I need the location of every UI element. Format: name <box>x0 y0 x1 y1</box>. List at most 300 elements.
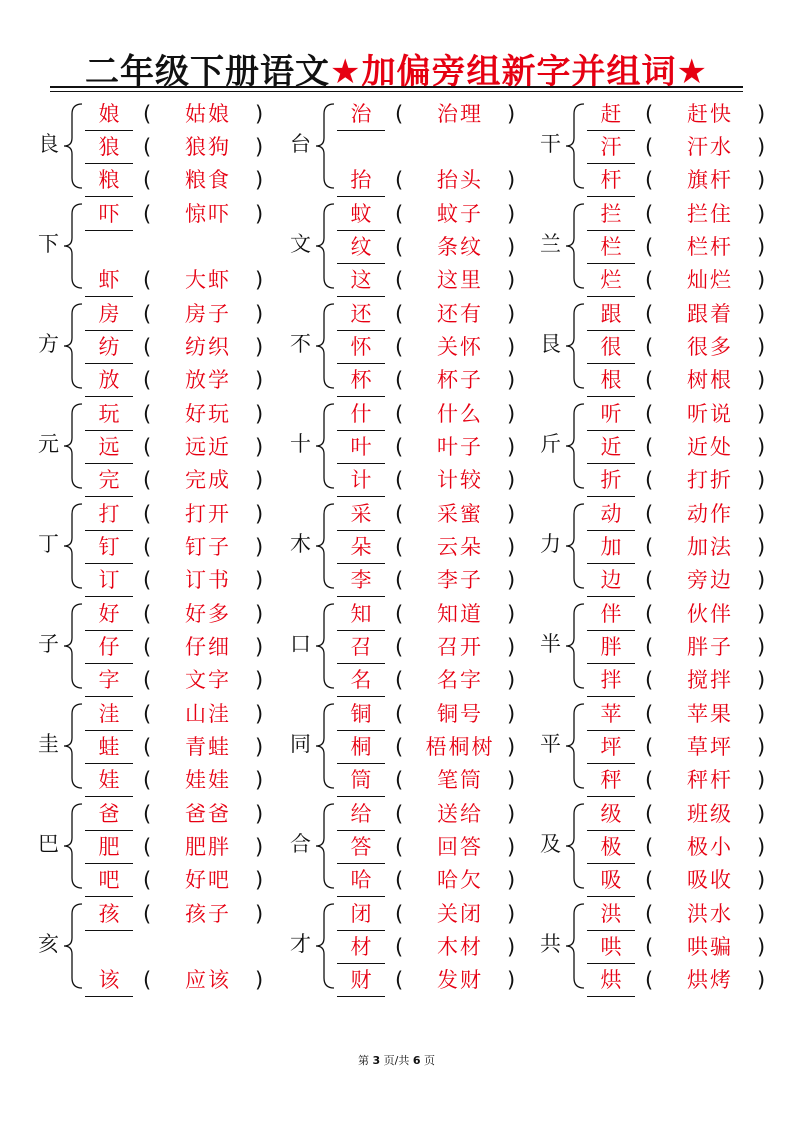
brace-icon <box>312 798 338 894</box>
word: 青蛙 <box>185 735 231 759</box>
radical-char: 合 <box>290 832 311 856</box>
left-paren: ( <box>143 368 152 392</box>
right-paren: ) <box>757 502 766 526</box>
right-paren: ) <box>507 435 516 459</box>
new-char: 放 <box>98 368 120 392</box>
new-char: 加 <box>600 535 622 559</box>
new-char: 知 <box>350 602 372 626</box>
left-paren: ( <box>645 168 654 192</box>
right-paren: ) <box>757 702 766 726</box>
new-char: 孩 <box>98 902 120 926</box>
right-paren: ) <box>255 768 264 792</box>
radical-char: 文 <box>290 232 311 256</box>
answer-row <box>587 831 792 864</box>
left-paren: ( <box>143 868 152 892</box>
answer-row <box>587 631 792 664</box>
word: 召开 <box>437 635 483 659</box>
right-paren: ) <box>507 535 516 559</box>
new-char: 秤 <box>600 768 622 792</box>
word: 好多 <box>185 602 231 626</box>
answer-row <box>337 364 542 397</box>
left-paren: ( <box>395 702 404 726</box>
radical-group <box>290 496 540 596</box>
left-paren: ( <box>395 402 404 426</box>
left-paren: ( <box>143 335 152 359</box>
right-paren: ) <box>507 402 516 426</box>
word: 钉子 <box>185 535 231 559</box>
radical-group <box>38 896 288 996</box>
right-paren: ) <box>757 668 766 692</box>
right-paren: ) <box>507 235 516 259</box>
word: 烘烤 <box>687 968 733 992</box>
answer-row <box>85 764 290 797</box>
new-char: 胖 <box>600 635 622 659</box>
right-paren: ) <box>507 635 516 659</box>
radical-char: 十 <box>290 432 311 456</box>
word: 哈欠 <box>437 868 483 892</box>
word: 李子 <box>437 568 483 592</box>
answer-row <box>85 498 290 531</box>
left-paren: ( <box>645 902 654 926</box>
new-char: 吧 <box>98 868 120 892</box>
right-paren: ) <box>507 335 516 359</box>
left-paren: ( <box>143 102 152 126</box>
radical-char: 兰 <box>540 232 561 256</box>
radical-group <box>540 896 790 996</box>
left-paren: ( <box>143 702 152 726</box>
answer-row <box>587 98 792 131</box>
right-paren: ) <box>255 868 264 892</box>
new-char: 桐 <box>350 735 372 759</box>
radical-group <box>290 596 540 696</box>
left-paren: ( <box>395 768 404 792</box>
brace-icon <box>562 598 588 694</box>
left-paren: ( <box>395 535 404 559</box>
answer-row <box>587 731 792 764</box>
radical-char: 子 <box>38 632 59 656</box>
new-char: 打 <box>98 502 120 526</box>
word: 笔筒 <box>437 768 483 792</box>
word: 好吧 <box>185 868 231 892</box>
left-paren: ( <box>395 368 404 392</box>
new-char: 动 <box>600 502 622 526</box>
left-paren: ( <box>395 202 404 226</box>
radical-group <box>540 496 790 596</box>
left-paren: ( <box>645 202 654 226</box>
answer-row <box>85 798 290 831</box>
answer-row <box>85 364 290 397</box>
answer-row <box>337 931 542 964</box>
new-char: 拦 <box>600 202 622 226</box>
left-paren: ( <box>395 168 404 192</box>
new-char: 房 <box>98 302 120 326</box>
right-paren: ) <box>757 468 766 492</box>
right-paren: ) <box>507 668 516 692</box>
answer-row <box>85 864 290 897</box>
word: 关怀 <box>437 335 483 359</box>
new-char: 什 <box>350 402 372 426</box>
left-paren: ( <box>143 202 152 226</box>
right-paren: ) <box>757 635 766 659</box>
brace-icon <box>60 198 86 294</box>
footer-mid: 页/共 <box>383 1054 410 1067</box>
right-paren: ) <box>507 368 516 392</box>
brace-icon <box>562 98 588 194</box>
word: 哄骗 <box>687 935 733 959</box>
left-paren: ( <box>395 868 404 892</box>
word: 大虾 <box>185 268 231 292</box>
word: 栏杆 <box>687 235 733 259</box>
left-paren: ( <box>143 602 152 626</box>
right-paren: ) <box>757 935 766 959</box>
radical-char: 才 <box>290 932 311 956</box>
answer-row <box>587 664 792 697</box>
right-paren: ) <box>255 835 264 859</box>
right-paren: ) <box>507 835 516 859</box>
word: 发财 <box>437 968 483 992</box>
left-paren: ( <box>395 102 404 126</box>
right-paren: ) <box>255 502 264 526</box>
radical-group <box>290 196 540 296</box>
word: 胖子 <box>687 635 733 659</box>
right-paren: ) <box>757 335 766 359</box>
word: 动作 <box>687 502 733 526</box>
left-paren: ( <box>645 235 654 259</box>
left-paren: ( <box>645 935 654 959</box>
word: 娃娃 <box>185 768 231 792</box>
new-char: 听 <box>600 402 622 426</box>
new-char: 烘 <box>600 968 622 992</box>
answer-row <box>337 698 542 731</box>
answer-row <box>587 398 792 431</box>
answer-row <box>85 731 290 764</box>
radical-char: 及 <box>540 832 561 856</box>
brace-icon <box>562 198 588 294</box>
word: 仔细 <box>185 635 231 659</box>
answer-row <box>85 898 290 931</box>
right-paren: ) <box>255 635 264 659</box>
word: 梧桐树 <box>425 735 495 759</box>
new-char: 钉 <box>98 535 120 559</box>
new-char: 折 <box>600 468 622 492</box>
word: 拦住 <box>687 202 733 226</box>
radical-char: 亥 <box>38 932 59 956</box>
radical-group <box>540 96 790 196</box>
right-paren: ) <box>507 268 516 292</box>
word: 旁边 <box>687 568 733 592</box>
radical-char: 口 <box>290 632 311 656</box>
answer-row <box>337 831 542 864</box>
answer-row <box>587 698 792 731</box>
answer-row <box>85 264 290 297</box>
right-paren: ) <box>507 602 516 626</box>
right-paren: ) <box>757 768 766 792</box>
radical-char: 斤 <box>540 432 561 456</box>
left-paren: ( <box>395 968 404 992</box>
answer-row <box>587 164 792 197</box>
left-paren: ( <box>645 768 654 792</box>
word: 采蜜 <box>437 502 483 526</box>
word: 狼狗 <box>185 135 231 159</box>
left-paren: ( <box>645 602 654 626</box>
radical-char: 平 <box>540 732 561 756</box>
right-paren: ) <box>757 268 766 292</box>
brace-icon <box>312 198 338 294</box>
answer-underline <box>85 930 133 931</box>
left-paren: ( <box>143 402 152 426</box>
new-char: 给 <box>350 802 372 826</box>
right-paren: ) <box>255 202 264 226</box>
new-char: 近 <box>600 435 622 459</box>
left-paren: ( <box>395 335 404 359</box>
answer-row <box>337 731 542 764</box>
answer-row <box>85 964 290 997</box>
left-paren: ( <box>645 635 654 659</box>
new-char: 纹 <box>350 235 372 259</box>
answer-row <box>337 298 542 331</box>
radical-group <box>38 396 288 496</box>
word: 关闭 <box>437 902 483 926</box>
radical-group <box>290 696 540 796</box>
right-paren: ) <box>507 802 516 826</box>
right-paren: ) <box>757 302 766 326</box>
radical-group <box>540 696 790 796</box>
answer-underline <box>337 130 385 131</box>
brace-icon <box>312 398 338 494</box>
new-char: 洪 <box>600 902 622 926</box>
right-paren: ) <box>757 102 766 126</box>
answer-row <box>337 764 542 797</box>
right-paren: ) <box>255 535 264 559</box>
brace-icon <box>312 498 338 594</box>
word: 山洼 <box>185 702 231 726</box>
right-paren: ) <box>507 902 516 926</box>
right-paren: ) <box>757 435 766 459</box>
left-paren: ( <box>645 802 654 826</box>
radical-group <box>38 496 288 596</box>
right-paren: ) <box>255 602 264 626</box>
brace-icon <box>60 898 86 994</box>
radical-group <box>540 196 790 296</box>
footer-prefix: 第 <box>357 1054 369 1067</box>
star-icon: ★ <box>330 52 362 92</box>
right-paren: ) <box>757 835 766 859</box>
left-paren: ( <box>395 902 404 926</box>
left-paren: ( <box>143 168 152 192</box>
brace-icon <box>60 698 86 794</box>
answer-row <box>587 964 792 997</box>
left-paren: ( <box>395 435 404 459</box>
title-main: 二年级下册语文 <box>85 52 331 92</box>
answer-row <box>587 331 792 364</box>
title-rule-thin <box>50 91 743 92</box>
answer-underline <box>587 996 635 997</box>
word: 赶快 <box>687 102 733 126</box>
brace-icon <box>562 798 588 894</box>
word: 蚊子 <box>437 202 483 226</box>
answer-row <box>587 798 792 831</box>
word: 完成 <box>185 468 231 492</box>
new-char: 财 <box>350 968 372 992</box>
answer-row <box>337 664 542 697</box>
new-char: 还 <box>350 302 372 326</box>
new-char: 杯 <box>350 368 372 392</box>
radical-char: 不 <box>290 332 311 356</box>
new-char: 吓 <box>98 202 120 226</box>
word: 姑娘 <box>185 102 231 126</box>
radical-char: 台 <box>290 132 311 156</box>
word: 房子 <box>185 302 231 326</box>
right-paren: ) <box>255 135 264 159</box>
left-paren: ( <box>645 402 654 426</box>
left-paren: ( <box>645 735 654 759</box>
new-char: 娘 <box>98 102 120 126</box>
radical-group <box>290 796 540 896</box>
word: 纺织 <box>185 335 231 359</box>
right-paren: ) <box>507 468 516 492</box>
left-paren: ( <box>395 668 404 692</box>
answer-row <box>337 264 542 297</box>
answer-row <box>337 631 542 664</box>
answer-row <box>337 498 542 531</box>
left-paren: ( <box>395 635 404 659</box>
answer-row <box>337 98 542 131</box>
new-char: 根 <box>600 368 622 392</box>
left-paren: ( <box>645 502 654 526</box>
radical-group <box>38 796 288 896</box>
left-paren: ( <box>395 935 404 959</box>
answer-row <box>85 698 290 731</box>
new-char: 栏 <box>600 235 622 259</box>
left-paren: ( <box>645 668 654 692</box>
new-char: 狼 <box>98 135 120 159</box>
right-paren: ) <box>255 402 264 426</box>
word: 孩子 <box>185 902 231 926</box>
new-char: 远 <box>98 435 120 459</box>
new-char: 苹 <box>600 702 622 726</box>
answer-row <box>587 131 792 164</box>
word: 抬头 <box>437 168 483 192</box>
right-paren: ) <box>255 168 264 192</box>
new-char: 粮 <box>98 168 120 192</box>
radical-group <box>38 196 288 296</box>
brace-icon <box>312 898 338 994</box>
answer-row <box>337 398 542 431</box>
word: 跟着 <box>687 302 733 326</box>
answer-row <box>85 431 290 464</box>
right-paren: ) <box>757 902 766 926</box>
answer-row <box>587 298 792 331</box>
word: 旗杆 <box>687 168 733 192</box>
answer-row <box>85 564 290 597</box>
left-paren: ( <box>143 568 152 592</box>
left-paren: ( <box>143 268 152 292</box>
radical-char: 巴 <box>38 832 59 856</box>
left-paren: ( <box>645 568 654 592</box>
new-char: 哈 <box>350 868 372 892</box>
right-paren: ) <box>255 968 264 992</box>
word: 什么 <box>437 402 483 426</box>
answer-row <box>337 331 542 364</box>
new-char: 洼 <box>98 702 120 726</box>
new-char: 跟 <box>600 302 622 326</box>
word: 汗水 <box>687 135 733 159</box>
radical-group <box>540 396 790 496</box>
brace-icon <box>312 598 338 694</box>
word: 叶子 <box>437 435 483 459</box>
word: 近处 <box>687 435 733 459</box>
footer-suffix: 页 <box>424 1054 436 1067</box>
radical-group <box>290 296 540 396</box>
left-paren: ( <box>645 868 654 892</box>
new-char: 极 <box>600 835 622 859</box>
radical-char: 圭 <box>38 732 59 756</box>
right-paren: ) <box>255 568 264 592</box>
footer-page: 3 <box>372 1054 381 1067</box>
brace-icon <box>60 98 86 194</box>
answer-row <box>587 231 792 264</box>
brace-icon <box>562 298 588 394</box>
left-paren: ( <box>143 468 152 492</box>
new-char: 朵 <box>350 535 372 559</box>
new-char: 字 <box>98 668 120 692</box>
new-char: 这 <box>350 268 372 292</box>
radical-char: 力 <box>540 532 561 556</box>
word: 树根 <box>687 368 733 392</box>
left-paren: ( <box>645 335 654 359</box>
answer-row <box>85 831 290 864</box>
answer-row <box>85 598 290 631</box>
title-sub: 加偏旁组新字并组词 <box>361 52 677 92</box>
left-paren: ( <box>645 468 654 492</box>
brace-icon <box>562 398 588 494</box>
answer-row <box>337 431 542 464</box>
new-char: 汗 <box>600 135 622 159</box>
new-char: 好 <box>98 602 120 626</box>
new-char: 怀 <box>350 335 372 359</box>
word: 云朵 <box>437 535 483 559</box>
word: 文字 <box>185 668 231 692</box>
new-char: 拌 <box>600 668 622 692</box>
new-char: 玩 <box>98 402 120 426</box>
answer-row <box>337 798 542 831</box>
right-paren: ) <box>757 202 766 226</box>
right-paren: ) <box>255 668 264 692</box>
new-char: 召 <box>350 635 372 659</box>
left-paren: ( <box>645 702 654 726</box>
word: 极小 <box>687 835 733 859</box>
new-char: 边 <box>600 568 622 592</box>
page-footer <box>0 1052 793 1068</box>
answer-row <box>337 564 542 597</box>
answer-row <box>85 131 290 164</box>
right-paren: ) <box>507 935 516 959</box>
answer-row <box>587 598 792 631</box>
brace-icon <box>60 498 86 594</box>
answer-row <box>85 398 290 431</box>
new-char: 杆 <box>600 168 622 192</box>
left-paren: ( <box>395 735 404 759</box>
word: 订书 <box>185 568 231 592</box>
word: 洪水 <box>687 902 733 926</box>
answer-row <box>337 964 542 997</box>
word: 治理 <box>437 102 483 126</box>
answer-row <box>85 298 290 331</box>
right-paren: ) <box>255 268 264 292</box>
answer-row <box>85 198 290 231</box>
right-paren: ) <box>757 135 766 159</box>
new-char: 级 <box>600 802 622 826</box>
